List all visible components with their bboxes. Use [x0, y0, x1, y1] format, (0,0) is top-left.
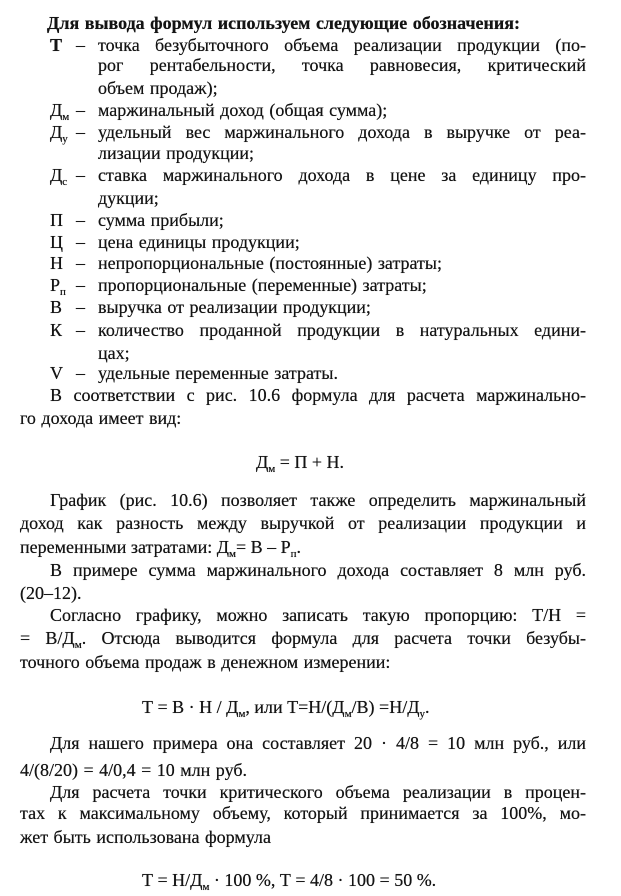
definition-text: удельные переменные затраты. — [98, 363, 338, 383]
dash: – — [76, 210, 85, 230]
paragraph-line: 4/(8/20) = 4/0,4 = 10 млн руб. — [20, 760, 247, 780]
formula-part: · 100 %, Т = 4/8 · 100 = 50 %. — [209, 870, 437, 890]
paragraph-line: точного объема продаж в денежном измерении: — [20, 652, 391, 672]
formula-subscript: м — [344, 708, 352, 720]
symbol: Д — [50, 122, 63, 142]
dash: – — [76, 320, 85, 340]
formula-part: Т = В · Н / Д — [142, 697, 239, 717]
symbol: V — [50, 363, 63, 383]
text-part: . Отсюда выводится формула для расчета точки безубы- — [81, 628, 587, 648]
text-part: переменными затратами: Д — [20, 537, 229, 557]
paragraph-line-formula — [20, 535, 301, 559]
definition-text: дукции; — [98, 188, 159, 208]
definition-text: цена единицы продукции; — [98, 232, 300, 252]
formula-subscript: у — [419, 708, 425, 720]
definition-text: сумма прибыли; — [98, 210, 224, 230]
definition-text: точка безубыточного объема реализации продукции (по- — [98, 35, 586, 55]
paragraph-line: (20–12). — [20, 583, 82, 603]
text-part: . — [296, 537, 302, 557]
formula-part: , или Т=Н/(Д — [245, 697, 345, 717]
formula-breakeven-money — [142, 695, 429, 719]
definition-text: удельный вес маржинального дохода в выручке от реа- — [98, 122, 586, 142]
definition-text: выручка от реализации продукции; — [98, 297, 371, 317]
paragraph-line: Согласно графику, можно записать такую пропорцию: Т/Н = — [50, 605, 586, 625]
definition-text: цах; — [98, 343, 130, 363]
symbol: Р — [50, 275, 61, 295]
symbol: Н — [50, 253, 63, 273]
dash: – — [76, 100, 85, 120]
definition-text: рог рентабельности, точка равновесия, критический — [98, 55, 586, 75]
dash: – — [76, 122, 85, 142]
dash: – — [76, 253, 85, 273]
symbol: Д — [50, 100, 63, 120]
definition-text: объем продаж); — [98, 78, 218, 98]
paragraph-line: Для нашего примера она составляет 20 · 4/8 = 10 млн руб., или — [50, 733, 586, 753]
text-part: = В – Р — [235, 537, 291, 557]
definition-text: лизации продукции; — [98, 143, 255, 163]
paragraph-line: го дохода имеет вид: — [20, 408, 182, 428]
formula-subscript: м — [238, 708, 246, 720]
symbol-subscript: у — [62, 133, 68, 145]
symbol: К — [50, 320, 63, 340]
definition-text: количество проданной продукции в натуральных едини- — [98, 320, 586, 340]
symbol-subscript: м — [62, 111, 70, 123]
formula-subscript: м — [268, 463, 276, 475]
definition-text: ставка маржинального дохода в цене за единицу про- — [98, 165, 586, 185]
definition-text: пропорциональные (переменные) затраты; — [98, 275, 427, 295]
dash: – — [76, 232, 85, 252]
formula-subscript: м — [202, 881, 210, 893]
symbol-subscript: п — [60, 286, 66, 298]
definition-text: маржинальный доход (общая сумма); — [98, 100, 388, 120]
formula-part: Т = Н/Д — [142, 870, 203, 890]
symbol: П — [50, 210, 63, 230]
formula-part: /В) =Н/Д — [351, 697, 420, 717]
dash: – — [76, 363, 85, 383]
formula-part: = П + Н. — [275, 452, 345, 472]
text-part: = В/Д — [20, 628, 75, 648]
formula-subscript: п — [290, 548, 297, 560]
dash: – — [76, 297, 85, 317]
paragraph-line: Для расчета точки критического объема реализации в процен- — [50, 782, 586, 802]
paragraph-line: График (рис. 10.6) позволяет также определить маржинальный — [50, 490, 586, 510]
formula-part: . — [424, 697, 430, 717]
symbol-subscript: с — [62, 176, 68, 188]
symbol: В — [50, 297, 63, 317]
intro-text: Для вывода формул используем следующие обозначения: — [47, 13, 520, 33]
symbol: Т — [50, 35, 63, 55]
paragraph-line: доход как разность между выручкой от реализации продукции и — [20, 513, 586, 533]
formula-breakeven-percent — [142, 868, 436, 892]
symbol: Ц — [50, 232, 63, 252]
paragraph-line: В примере сумма маржинального дохода составляет 8 млн руб. — [50, 560, 586, 580]
paragraph-line: В соответствии с рис. 10.6 формула для расчета маржинально- — [50, 385, 586, 405]
dash: – — [76, 275, 85, 295]
formula-subscript: м — [74, 639, 82, 651]
symbol: Д — [50, 165, 63, 185]
formula-subscript: м — [229, 548, 236, 560]
formula-margin-income — [256, 450, 344, 474]
paragraph-line: тах к максимальному объему, который принимается за 100%, мо- — [20, 803, 586, 823]
paragraph-line: жет быть использована формула — [20, 827, 271, 847]
paragraph-line — [20, 626, 586, 650]
dash: – — [76, 165, 85, 185]
definition-text: непропорциональные (постоянные) затраты; — [98, 253, 443, 273]
formula-part: Д — [256, 452, 269, 472]
dash: – — [76, 35, 85, 55]
